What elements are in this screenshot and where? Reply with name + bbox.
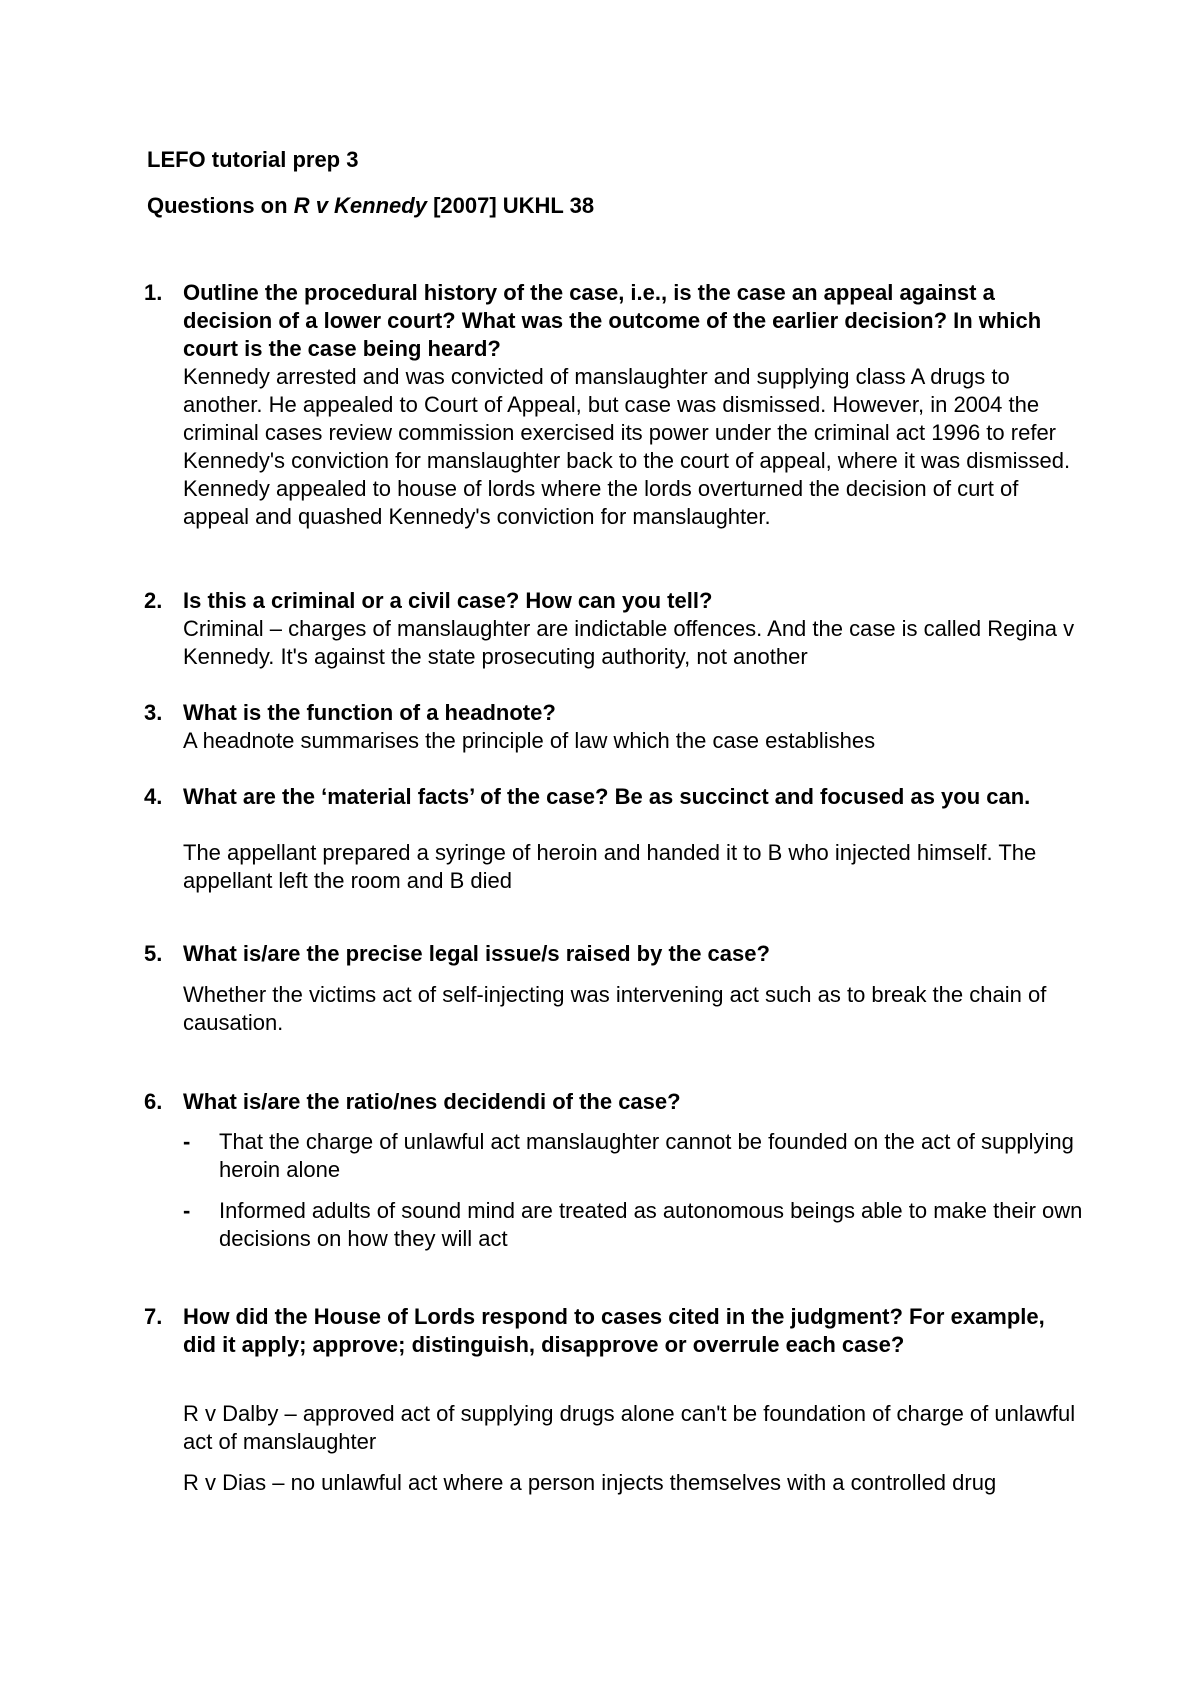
bullet-marker: -: [183, 1129, 191, 1154]
question-6-text: What is/are the ratio/nes decidendi of the case?: [183, 1089, 681, 1114]
question-1-text: Outline the procedural history of the case, i.e., is the case an appeal against a decision of a lower court? What was the outcome of the earlier decision? In which court is the case being heard?: [183, 280, 1042, 361]
subtitle-citation: [2007] UKHL 38: [426, 193, 595, 218]
question-7-answer-2: R v Dias – no unlawful act where a person injects themselves with a controlled drug: [183, 1470, 997, 1495]
question-7-text: How did the House of Lords respond to cases cited in the judgment? For example, did it apply; approve; distinguish, disapprove or overrule each case?: [183, 1304, 1045, 1357]
question-2-text: Is this a criminal or a civil case? How can you tell?: [183, 588, 713, 613]
subtitle-case-name: R v Kennedy: [293, 193, 427, 218]
question-4-number: 4.: [144, 784, 163, 809]
question-6-number: 6.: [144, 1089, 163, 1114]
question-6-bullet-2: Informed adults of sound mind are treated as autonomous beings able to make their own decisions on how they will act: [219, 1198, 1083, 1251]
question-5-text: What is/are the precise legal issue/s raised by the case?: [183, 941, 770, 966]
question-3-text: What is the function of a headnote?: [183, 700, 556, 725]
question-2-number: 2.: [144, 588, 163, 613]
question-1-answer: Kennedy arrested and was convicted of manslaughter and supplying class A drugs to another. He appealed to Court of Appeal, but case was dismissed. However, in 2004 the criminal cases review commission exercised its power under the criminal act 1996 to refer Kennedy's conviction for manslaughter back to the court of appeal, where it was dismissed. Kennedy appealed to house of lords where the lords overturned the decision of curt of appeal and quashed Kennedy's conviction for manslaughter.: [183, 364, 1071, 529]
question-4-text: What are the ‘material facts’ of the case? Be as succinct and focused as you can.: [183, 784, 1031, 809]
document-subtitle: [147, 192, 594, 220]
question-2-answer: Criminal – charges of manslaughter are indictable offences. And the case is called Regina v Kennedy. It's against the state prosecuting authority, not another: [183, 616, 1075, 669]
question-3-number: 3.: [144, 700, 163, 725]
question-4-answer: The appellant prepared a syringe of heroin and handed it to B who injected himself. The appellant left the room and B died: [183, 840, 1037, 893]
question-1-number: 1.: [144, 280, 163, 305]
question-5-number: 5.: [144, 941, 163, 966]
question-7-number: 7.: [144, 1304, 163, 1329]
question-7-answer-1: R v Dalby – approved act of supplying drugs alone can't be foundation of charge of unlawful act of manslaughter: [183, 1401, 1076, 1454]
question-3-answer: A headnote summarises the principle of law which the case establishes: [183, 728, 876, 753]
question-6-bullet-1: That the charge of unlawful act manslaughter cannot be founded on the act of supplying heroin alone: [219, 1129, 1074, 1182]
subtitle-prefix: Questions on: [147, 193, 294, 218]
question-5-answer: Whether the victims act of self-injecting was intervening act such as to break the chain of causation.: [183, 982, 1047, 1035]
document-title: LEFO tutorial prep 3: [147, 147, 359, 172]
bullet-marker: -: [183, 1198, 191, 1223]
